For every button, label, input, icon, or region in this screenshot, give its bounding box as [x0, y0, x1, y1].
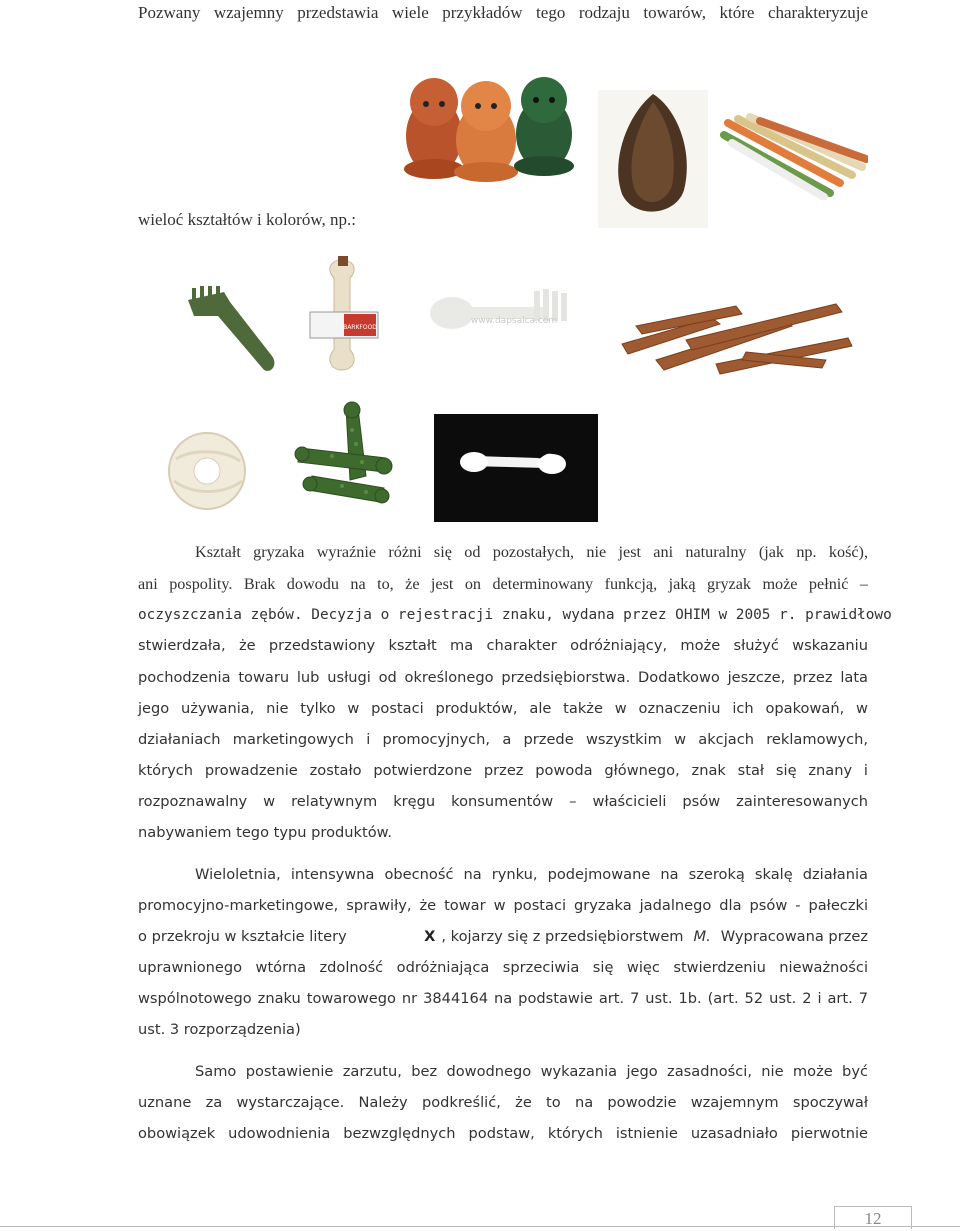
- p2-line-1: Wieloletnia, intensywna obecność na rynku, podejmowane na szeroką skalę działania: [195, 866, 868, 883]
- letter-x: X: [424, 928, 436, 945]
- p2-line-3-part-b: , kojarzy się z przedsiębiorstwem: [441, 928, 684, 945]
- p1-line-1: Kształt gryzaka wyraźnie różni się od pozostałych, nie jest ani naturalny (jak np. kość),: [195, 543, 868, 561]
- colored-chew-sticks-image: [720, 113, 868, 200]
- p3-line-1: Samo postawienie zarzutu, bez dowodnego wykazania jego zasadności, nie może być: [195, 1063, 868, 1080]
- p1-line-10: nabywaniem tego typu produktów.: [138, 824, 392, 841]
- p1-line-3: oczyszczania zębów. Decyzja o rejestracji znaku, wydana przez OHIM w 2005 r. prawidłowo: [138, 607, 892, 623]
- p1-line-2: ani pospolity. Brak dowodu na to, że jest on determinowany funkcją, jaką gryzak może pełnić –: [138, 575, 868, 593]
- dried-meat-strips-image: [616, 290, 854, 376]
- p2-line-6: ust. 3 rozporządzenia): [138, 1021, 301, 1038]
- company-m: M.: [693, 928, 711, 945]
- green-spiky-bones-image: [292, 400, 404, 508]
- intro-line: Pozwany wzajemny przedstawia wiele przykładów tego rodzaju towarów, które charakteryzuje: [138, 3, 868, 22]
- rolled-rawhide-bone-image: [308, 256, 380, 374]
- rawhide-donut-image: [162, 429, 252, 513]
- p2-line-3-part-a: o przekroju w kształcie litery: [138, 928, 347, 945]
- dried-pig-ear-image: [598, 90, 708, 228]
- rolled-bone-label: BARKFOOD: [343, 324, 377, 331]
- spoon-watermark: www.dapsalca.com: [470, 316, 558, 326]
- p2-line-2: promocyjno-marketingowe, sprawiły, że towar w postaci gryzaka jadalnego dla psów - pałeczki: [138, 897, 868, 914]
- p1-line-9: rozpoznawalny w relatywnym kręgu konsumentów – właścicieli psów zainteresowanych: [138, 793, 868, 810]
- green-toothbrush-chew-image: [182, 286, 286, 376]
- p2-line-3: [138, 928, 868, 945]
- footer-rule: [0, 1226, 960, 1227]
- p3-line-3: obowiązek udowodnienia bezwzględnych podstaw, których istnienie uzasadniało pierwotnie: [138, 1125, 868, 1142]
- p1-line-6: jego używania, nie tylko w postaci produktów, ale także w oznaczeniu ich opakowań, w: [138, 700, 868, 717]
- p2-line-5: wspólnotowego znaku towarowego nr 3844164 na podstawie art. 7 ust. 1b. (art. 52 ust. 2 i art. 7: [138, 990, 868, 1007]
- p2-line-4: uprawnionego wtórna zdolność odróżniająca sprzeciwia się więc stwierdzeniu nieważności: [138, 959, 868, 976]
- page-number: 12: [834, 1206, 912, 1229]
- hedgehog-toys-image: [396, 74, 582, 184]
- p1-line-7: działaniach marketingowych i promocyjnych, a przede wszystkim w akcjach reklamowych,: [138, 731, 868, 748]
- p1-line-4: stwierdzała, że przedstawiony kształt ma charakter odróżniający, może służyć wskazaniu: [138, 637, 868, 654]
- shapes-line: wieloć kształtów i kolorów, np.:: [138, 210, 356, 229]
- white-knot-bone-image: [434, 414, 598, 522]
- p1-line-5: pochodzenia towaru lub usługi od określonego przedsiębiorstwa. Dodatkowo jeszcze, przez lata: [138, 669, 868, 686]
- p2-line-3-part-c: Wypracowana przez: [720, 928, 868, 945]
- p1-line-8: których prowadzenie zostało potwierdzone przez powoda głównego, znak stał się znany i: [138, 762, 868, 779]
- white-spoon-chew-image: [426, 283, 576, 343]
- p3-line-2: uznane za wystarczające. Należy podkreślić, że to na powodzie wzajemnym spoczywał: [138, 1094, 868, 1111]
